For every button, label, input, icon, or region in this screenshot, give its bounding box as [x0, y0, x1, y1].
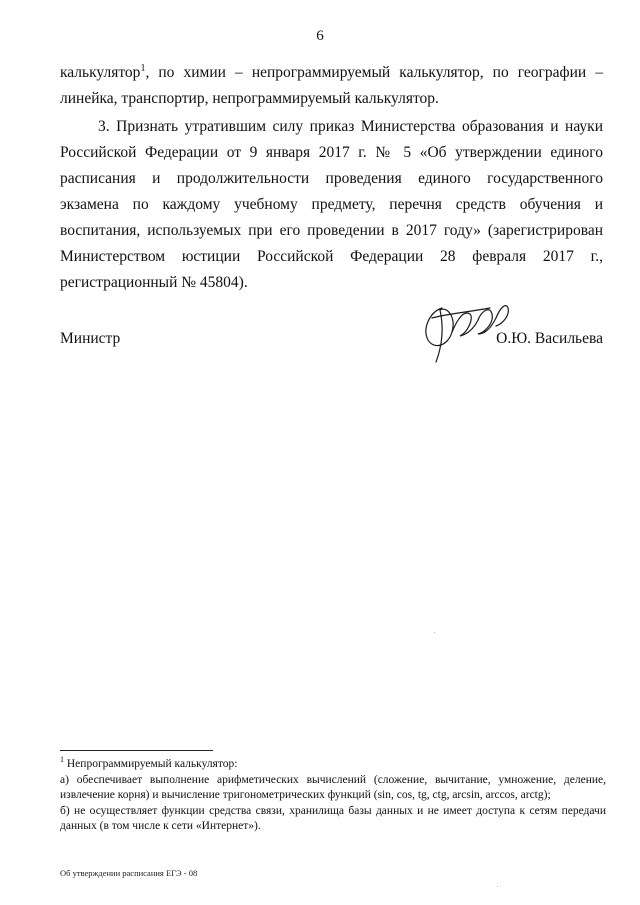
signer-title: Министр	[60, 330, 121, 347]
page-number: 6	[316, 28, 324, 44]
scan-speck	[497, 886, 498, 887]
paragraph-calculators-rest: , по химии – непрограммируемый калькулятор, по географии – линейка, транспортир, непрограммируемый калькулятор.	[60, 64, 603, 107]
footnote-heading	[60, 757, 606, 773]
footnote-reference: 1	[140, 62, 146, 74]
footnote-marker: 1	[60, 755, 64, 765]
footnote-item-a: а) обеспечивает выполнение арифметических вычислений (сложение, вычитание, умножение, деление, извлечение корня) и вычисление тригонометрических функций (sin, cos, tg, ctg, arcsin, arccos, arctg);	[60, 773, 606, 801]
footnote-heading-text: Непрограммируемый калькулятор:	[64, 758, 238, 770]
footnote-separator	[60, 750, 213, 751]
document-footer: Об утверждении расписания ЕГЭ - 08	[60, 868, 198, 878]
paragraph-repeal-order: 3. Признать утратившим силу приказ Министерства образования и науки Российской Федерации от 9 января 2017 г. № 5 «Об утверждении единого расписания и продолжительности проведения единого государственного экзамена по каждому учебному предмету, перечня средств обучения и воспитания, используемых при его проведении в 2017 году» (зарегистрирован Министерством юстиции Российской Федерации 28 февраля 2017 г., регистрационный № 45804).	[60, 118, 603, 291]
paragraph-calculators-start: калькулятор	[60, 64, 141, 81]
paragraph-calculators	[60, 60, 603, 112]
footnote	[60, 757, 606, 835]
signer-name: О.Ю. Васильева	[496, 330, 603, 347]
footnote-item-b: б) не осуществляет функции средства связи, хранилища базы данных и не имеет доступа к сетям передачи данных (в том числе к сети «Интернет»).	[60, 804, 606, 832]
signature-block	[60, 328, 603, 368]
handwritten-signature	[412, 288, 542, 368]
scan-speck	[434, 632, 435, 633]
